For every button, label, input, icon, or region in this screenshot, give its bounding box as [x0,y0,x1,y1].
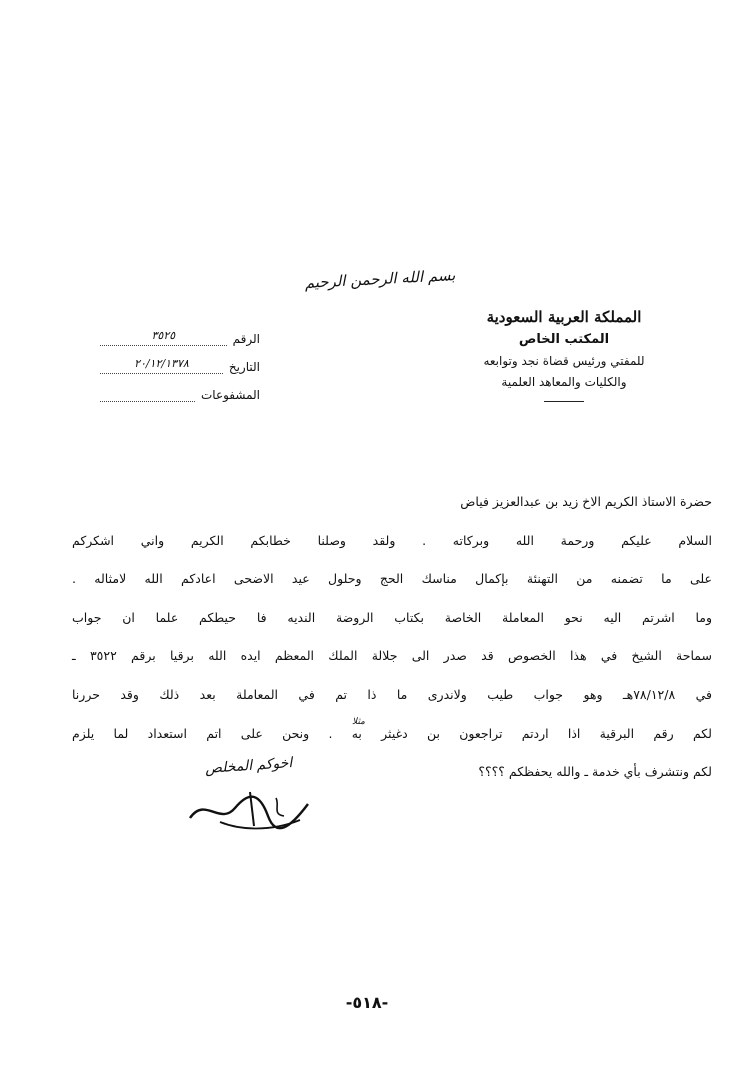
basmala: بسم الله الرحمن الرحيم [304,266,456,292]
reference-number-row [100,318,260,346]
reference-attachments-row [100,374,260,402]
reference-date-value: ٢٠/١٢/١٣٧٨ [100,357,223,374]
body-line: وما اشرتم اليه نحو المعاملة الخاصة بكتاب الروضة النديه فا حيطكم علما ان جواب [72,609,712,625]
body-line: لكم ونتشرف بأي خدمة ـ والله يحفظكم ؟؟؟؟ [478,764,712,780]
reference-attachments-label: المشفوعات [200,388,260,402]
letterhead-rule [544,401,584,402]
letterhead-kingdom: المملكة العربية السعودية [486,308,642,326]
reference-date-row [100,346,260,374]
reference-block [100,318,260,402]
body-line: السلام عليكم ورحمة الله وبركاته . ولقد وصلنا خطابكم الكريم واني اشكركم [72,532,712,548]
handwritten-closing: اخوكم المخلص [204,754,293,778]
letterhead-office: المكتب الخاص [518,332,610,347]
interlinear-note: مثلا [352,717,365,727]
salutation-line: حضرة الاستاذ الكريم الاخ زيد بن عبدالعزيز فياض [460,494,712,509]
body-line: على ما تضمنه من التهنئة بإكمال مناسك الحج وحلول عيد الاضحى اعادكم الله لامثاله . [72,571,712,587]
letter-body [72,492,712,801]
reference-date-label: التاريخ [228,360,260,374]
reference-number-value: ٣٥٢٥ [100,329,227,346]
letterhead-line-1: للمفتي ورئيس قضاة نجد وتوابعه [483,354,645,368]
reference-number-label: الرقم [232,332,260,346]
letterhead-line-2: والكليات والمعاهد العلمية [501,375,627,389]
page-number: -٥١٨- [345,993,389,1012]
reference-attachments-value [100,385,195,402]
body-line: في ٧٨/١٢/٨هـ وهو جواب طيب ولاندرى ما ذا تم في المعاملة بعد ذلك وقد حررنا [72,686,713,702]
letterhead [454,308,674,402]
signature [180,786,320,836]
body-line: سماحة الشيخ في هذا الخصوص قد صدر الى جلالة الملك المعظم ايده الله برقيا برقم ٣٥٢٢ ـ [72,648,712,664]
body-line: لكم رقم البرقية اذا اردتم تراجعون بن دغيثر به . ونحن على اتم استعداد لما يلزم [72,725,712,741]
